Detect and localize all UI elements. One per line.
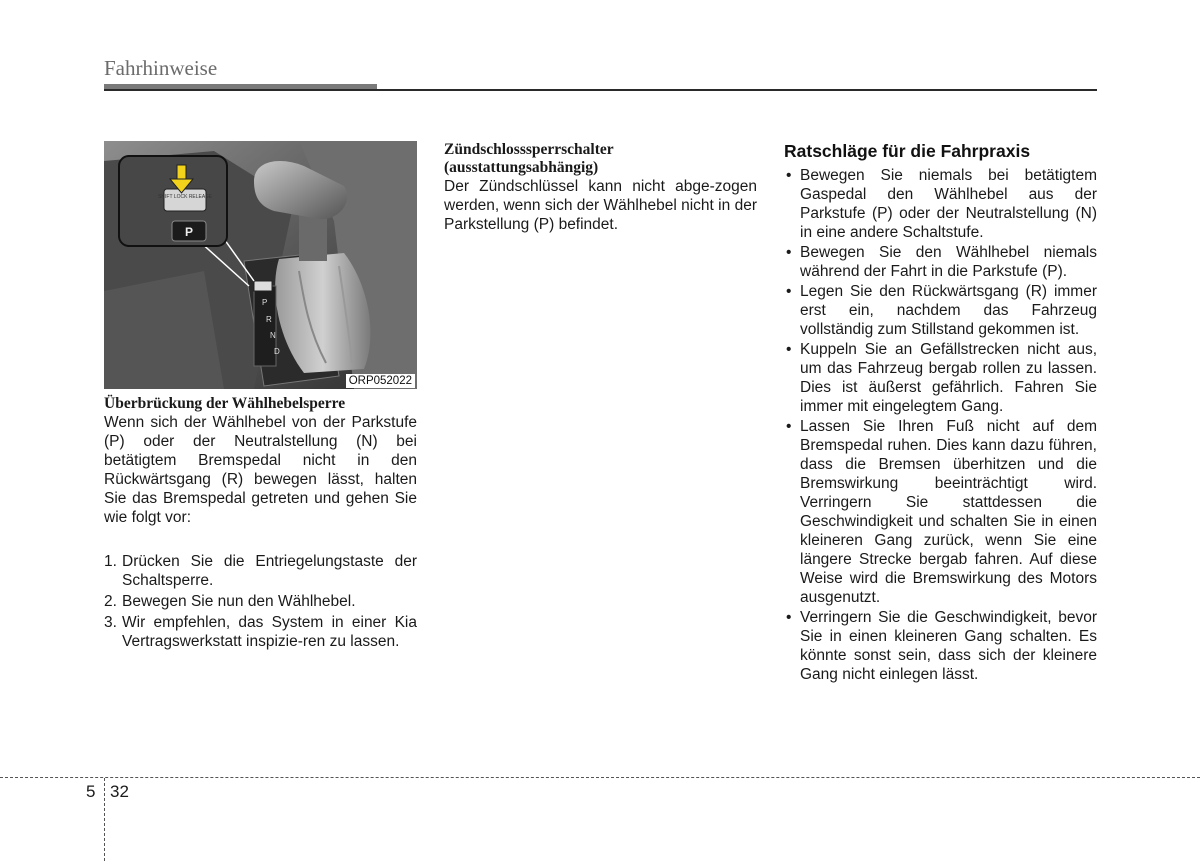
bullet-text: Verringern Sie die Geschwindigkeit, bevor Sie in einen kleineren Gang schalten. Es könnte sonst sein, dass sich der kleinere Gang nicht einlegen lässt. [800, 609, 1097, 683]
bullet-text: Lassen Sie Ihren Fuß nicht auf dem Bremspedal ruhen. Dies kann dazu führen, dass die Bremsen überhitzen und die Bremswirkung beeinträchtigt wird. Verringern Sie stattdessen die Geschwindigkeit und schalten Sie in einen kleineren Gang zurück, wenn Sie eine längere Strecke bergab fahren. Auf diese Weise wird die Bremswirkung des Motors ausgenutzt. [800, 418, 1097, 606]
list-item [104, 613, 417, 651]
left-column [104, 141, 417, 653]
bullet-icon: • [786, 341, 792, 358]
shift-lock-release-label: SHIFT LOCK RELEASE [158, 194, 212, 200]
gear-label-p: P [262, 298, 268, 307]
gear-label-d: D [274, 347, 280, 356]
bullet-icon: • [786, 609, 792, 626]
ignition-heading-line1: Zündschlosssperrschalter [444, 141, 614, 158]
middle-column [444, 141, 757, 234]
bullet-text: Legen Sie den Rückwärtsgang (R) immer erst ein, nachdem das Fahrzeug vollständig zum Stillstand gekommen ist. [800, 283, 1097, 338]
park-label: P [184, 225, 194, 239]
bullet-icon: • [786, 283, 792, 300]
step-text: Drücken Sie die Entriegelungstaste der Schaltsperre. [122, 553, 417, 589]
bullet-text: Bewegen Sie den Wählhebel niemals während der Fahrt in die Parkstufe (P). [800, 244, 1097, 280]
bullet-text: Bewegen Sie niemals bei betätigtem Gaspedal den Wählhebel aus der Parkstufe (P) oder der Neutralstellung (N) in eine andere Schaltstufe. [800, 167, 1097, 241]
footer-rule [0, 777, 1200, 778]
right-column [784, 141, 1097, 685]
page-number: 32 [110, 782, 129, 801]
ignition-paragraph: Der Zündschlüssel kann nicht abge-zogen werden, wenn sich der Wählhebel nicht in der Parkstellung (P) befindet. [444, 178, 757, 233]
chapter-number: 5 [86, 782, 96, 801]
list-item [784, 340, 1097, 416]
list-item [104, 592, 417, 611]
bullet-text: Kuppeln Sie an Gefällstrecken nicht aus, um das Fahrzeug bergab rollen zu lassen. Dies ist äußerst gefährlich. Fahren Sie immer mit eingelegtem Gang. [800, 341, 1097, 415]
page-header-title: Fahrhinweise [104, 56, 218, 80]
bullet-icon: • [786, 244, 792, 261]
shift-lock-steps [104, 552, 417, 651]
gear-label-r: R [266, 315, 272, 324]
figure-code: ORP052022 [346, 374, 415, 388]
ignition-heading [444, 141, 757, 177]
gear-label-n: N [270, 331, 276, 340]
shift-lock-heading: Überbrückung der Wählhebelsperre [104, 395, 346, 412]
list-item [784, 243, 1097, 281]
bullet-icon: • [786, 167, 792, 184]
step-number: 3. [104, 614, 117, 631]
bullet-icon: • [786, 418, 792, 435]
step-text: Bewegen Sie nun den Wählhebel. [122, 593, 356, 610]
header-rule [104, 89, 1097, 91]
shift-lock-paragraph: Wenn sich der Wählhebel von der Parkstufe (P) oder der Neutralstellung (N) bei betätigtem Bremspedal nicht in den Rückwärtsgang (R) bewegen lässt, halten Sie das Bremspedal getreten und gehen Sie wie folgt vor: [104, 414, 417, 526]
ignition-heading-line2: (ausstattungsabhängig) [444, 159, 599, 176]
list-item [784, 608, 1097, 684]
step-text: Wir empfehlen, das System in einer Kia Vertragswerkstatt inspizie-ren zu lassen. [122, 614, 417, 650]
step-number: 1. [104, 553, 117, 570]
list-item [104, 552, 417, 590]
list-item [784, 282, 1097, 339]
driving-tips-heading: Ratschläge für die Fahrpraxis [784, 141, 1031, 161]
driving-tips-list [784, 166, 1097, 684]
step-number: 2. [104, 593, 117, 610]
shift-lever-illustration [104, 141, 417, 389]
footer-divider [104, 778, 105, 861]
list-item [784, 417, 1097, 607]
list-item [784, 166, 1097, 242]
